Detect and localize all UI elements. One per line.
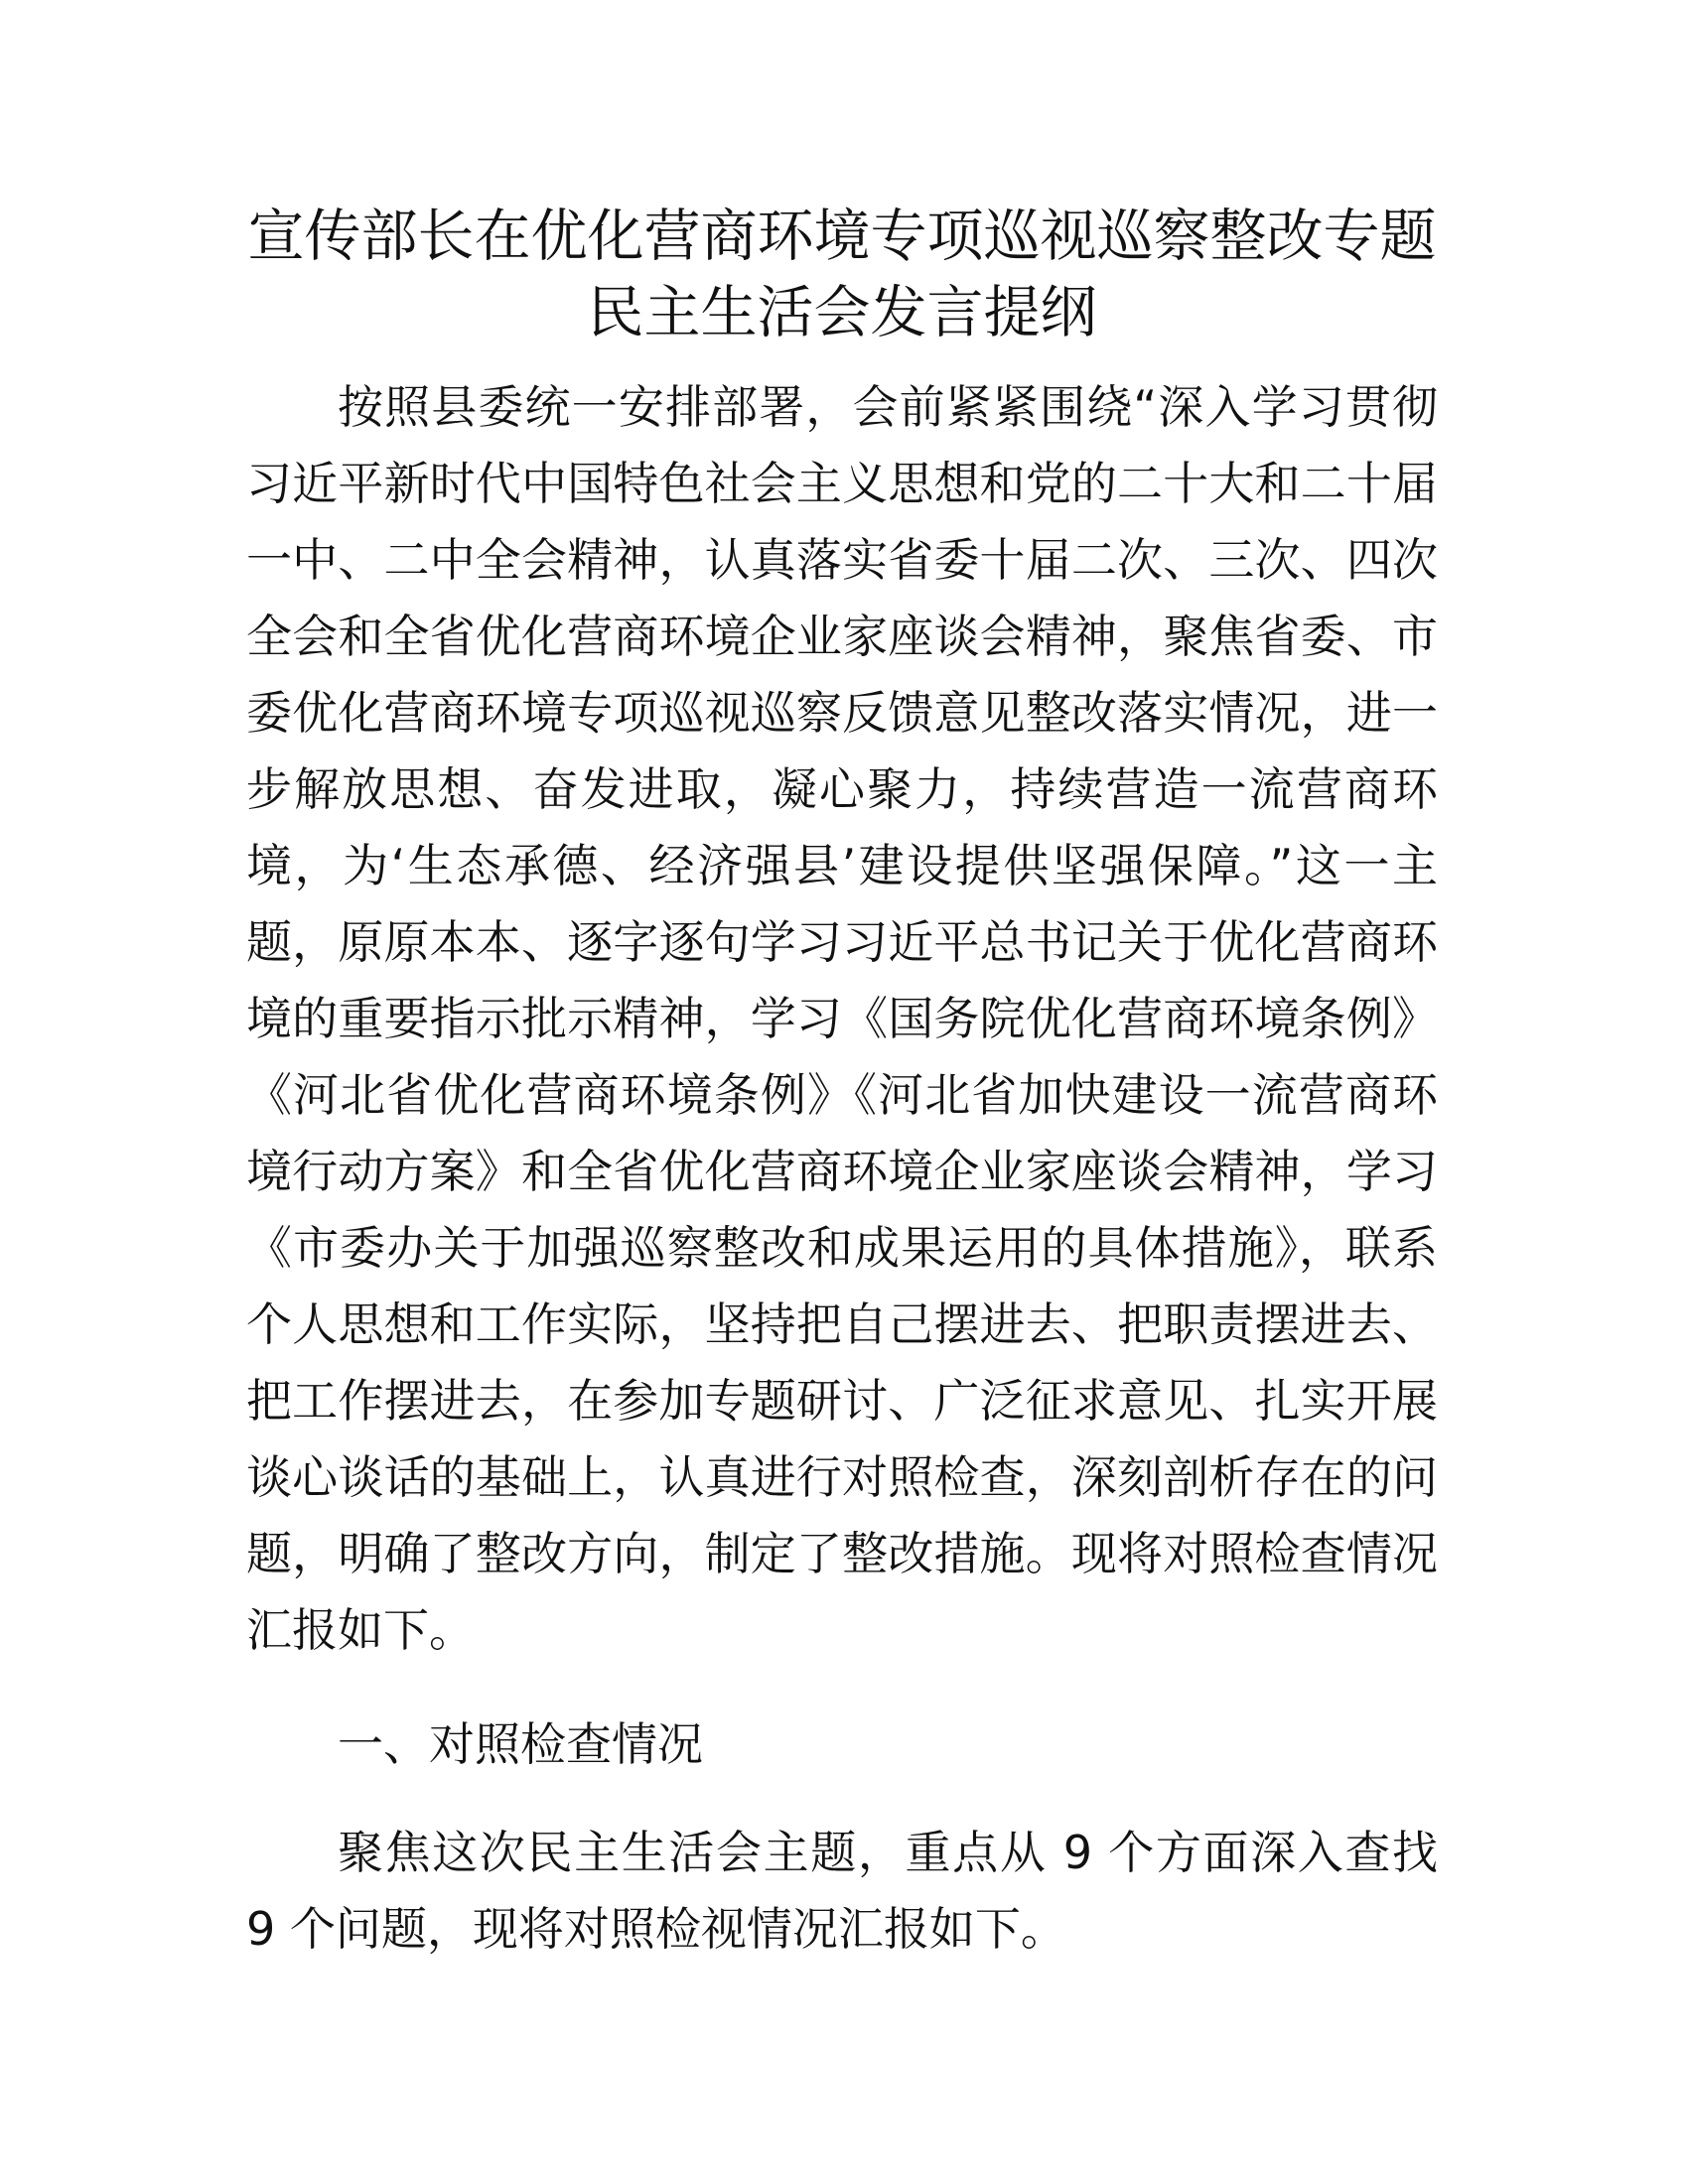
section-paragraph: 聚焦这次民主生活会主题，重点从 9 个方面深入查找 9 个问题，现将对照检视情况汇报如下。 [246, 1826, 1438, 1956]
document-title: 宣传部长在优化营商环境专项巡视巡察整改专题民主生活会发言提纲 [247, 204, 1437, 345]
document-body [246, 199, 1438, 1968]
intro-paragraph: 按照县委统一安排部署，会前紧紧围绕“深入学习贯彻习近平新时代中国特色社会主义思想和党的二十大和二十届一中、二中全会精神，认真落实省委十届二次、三次、四次全会和全省优化营商环境企业家座谈会精神，聚焦省委、市委优化营商环境专项巡视巡察反馈意见整改落实情况，进一步解放思想、奋发进取，凝心聚力，持续营造一流营商环境，为‘生态承德、经济强县’建设提供坚强保障。”这一主题，原原本本、逐字逐句学习习近平总书记关于优化营商环境的重要指示批示精神，学习《国务院优化营商环境条例》《河北省优化营商环境条例》《河北省加快建设一流营商环境行动方案》和全省优化营商环境企业家座谈会精神，学习《市委办关于加强巡察整改和成果运用的具体措施》，联系个人思想和工作实际，坚持把自己摆进去、把职责摆进去、把工作摆进去，在参加专题研讨、广泛征求意见、扎实开展谈心谈话的基础上，认真进行对照检查，深刻剖析存在的问题，明确了整改方向，制定了整改措施。现将对照检查情况汇报如下。 [246, 380, 1438, 1657]
section-heading: 一、对照检查情况 [338, 1717, 703, 1771]
